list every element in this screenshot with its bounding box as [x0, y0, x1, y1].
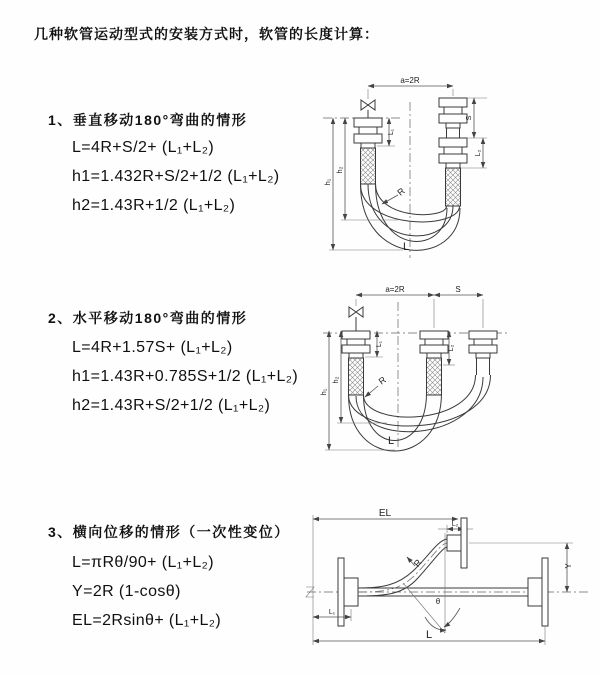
page-title: 几种软管运动型式的安装方式时，软管的长度计算： [34, 26, 379, 42]
hose-displaced-position [358, 539, 447, 596]
dim-s-label: S [464, 115, 473, 121]
dimension-l1 [313, 609, 351, 621]
radius-leader [382, 185, 407, 204]
section-3-formulas [72, 548, 221, 635]
formula-h1: h1=1.432R+S/2+1/2 (L₁+L₂) [72, 168, 280, 185]
dim-el-label: EL [378, 508, 392, 519]
formula-length: L=4R+1.57S+ (L₁+L₂) [72, 339, 233, 356]
dimension-el [313, 508, 458, 645]
hose-u-bend [349, 375, 491, 451]
radius-label: R [395, 185, 407, 198]
formula-el: EL=2Rsinθ+ (L₁+L₂) [72, 612, 222, 629]
left-fitting [342, 331, 370, 395]
radius-label: R [376, 374, 388, 387]
dim-h1-label: h₁ [319, 388, 328, 396]
length-label: L [425, 629, 433, 641]
dim-a2r-label: a=2R [400, 76, 420, 85]
length-label: L [402, 241, 410, 253]
braided-hose-section [427, 358, 442, 395]
section-3-heading: 3、横向位移的情形（一次性变位） [48, 524, 290, 540]
right-fitting [469, 331, 497, 375]
section-2-heading: 2、水平移动180°弯曲的情形 [48, 310, 248, 326]
valve-icon [349, 307, 363, 331]
diagram-horizontal-180-bend [315, 280, 565, 465]
formula-length: L=4R+S/2+ (L₁+L₂) [72, 139, 215, 156]
dim-l1-label: L₁ [376, 340, 383, 348]
dimension-a2r [356, 285, 483, 328]
formula-length: L=πRθ/90+ (L₁+L₂) [72, 554, 214, 571]
dimension-y [469, 543, 573, 592]
left-flange [338, 558, 358, 626]
section-1-heading: 1、垂直移动180°弯曲的情形 [48, 112, 248, 128]
dim-a2r-label: a=2R [385, 285, 405, 294]
radius-leader [365, 374, 388, 397]
diagram-lateral-displacement [305, 505, 595, 655]
radius-leader [407, 557, 424, 569]
angle-label: θ [435, 597, 441, 606]
dim-l2-label: L₂ [475, 149, 482, 157]
dim-l2-label: L₂ [448, 344, 455, 352]
dim-h2-label: h₂ [331, 376, 340, 384]
formula-h2: h2=1.43R+S/2+1/2 (L₁+L₂) [72, 397, 271, 414]
dim-l1-label: L₁ [328, 609, 336, 616]
right-flange [528, 558, 548, 626]
diagram-vertical-180-bend [303, 70, 553, 262]
dim-h1-label: h₁ [323, 178, 332, 186]
dimension-l [313, 626, 545, 645]
dim-l1-label: L₁ [388, 128, 395, 136]
radius-label: R [411, 557, 424, 569]
formula-y: Y=2R (1-cosθ) [72, 583, 181, 600]
dim-s-label: S [455, 285, 461, 294]
formula-h2: h2=1.43R+1/2 (L₁+L₂) [72, 197, 236, 214]
length-label: L [387, 435, 395, 447]
braided-hose-section [361, 148, 376, 184]
braided-hose-section [349, 358, 364, 395]
dimension-a2r [368, 76, 453, 99]
right-fitting [439, 98, 467, 206]
section-2-formulas [72, 333, 298, 420]
dim-y-label: Y [564, 563, 573, 569]
dim-l2-label: L₂ [451, 521, 459, 528]
section-1-formulas [72, 133, 280, 220]
dim-h2-label: h₂ [335, 166, 344, 174]
valve-icon [361, 100, 375, 118]
formula-h1: h1=1.43R+0.785S+1/2 (L₁+L₂) [72, 368, 299, 385]
left-fitting [354, 118, 382, 184]
braided-hose-section [446, 168, 461, 206]
middle-fitting [420, 331, 448, 395]
dimension-s [434, 285, 483, 295]
dimension-l2 [438, 521, 473, 533]
